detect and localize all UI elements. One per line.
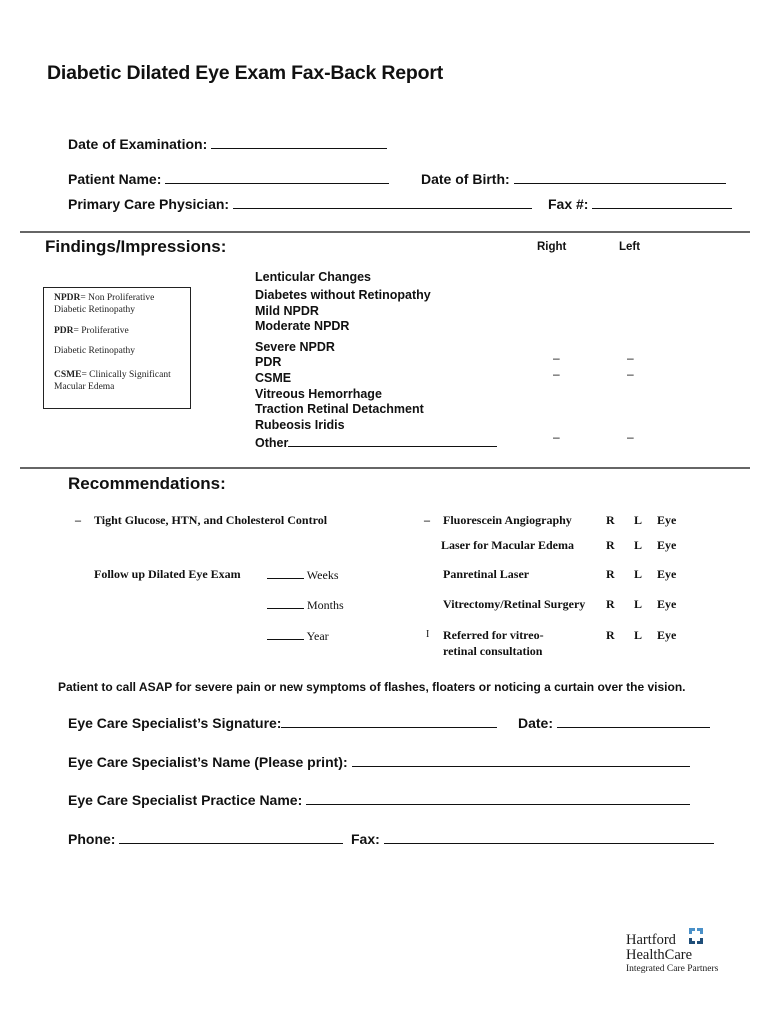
glucose-control-label: Tight Glucose, HTN, and Cholesterol Control (94, 513, 328, 527)
year-label: Year (306, 629, 329, 643)
patient-name-label: Patient Name: (68, 171, 162, 187)
page-title: Diabetic Dilated Eye Exam Fax-Back Report (47, 62, 444, 84)
referred-checkbox[interactable]: I (426, 629, 430, 640)
practice-name-input[interactable] (306, 791, 690, 805)
finding-traction-retinal-detachment: Traction Retinal Detachment (255, 402, 424, 416)
primary-care-physician-input[interactable] (233, 195, 532, 209)
bottom-fax-label: Fax: (351, 831, 380, 847)
procedure-panretinal-label: Panretinal Laser (443, 567, 530, 581)
procedure-vitrectomy-label: Vitrectomy/Retinal Surgery (443, 597, 586, 611)
patient-instruction-note: Patient to call ASAP for severe pain or new symptoms of flashes, floaters or noticing a curtain over the vision. (58, 680, 686, 694)
laser-macular-l-option[interactable]: L (634, 538, 643, 552)
finding-csme: CSME (255, 371, 292, 385)
finding-rubeosis-iridis: Rubeosis Iridis (255, 418, 345, 432)
procedure-referred-label: Referred for vitreo- (443, 628, 544, 642)
date-of-birth-label: Date of Birth: (421, 171, 510, 187)
pdr-definition-cont: Diabetic Retinopathy (54, 346, 135, 356)
vitrectomy-r-option[interactable]: R (606, 597, 615, 611)
npdr-definition-cont: Diabetic Retinopathy (54, 305, 135, 315)
specialist-name-field (68, 753, 690, 770)
weeks-label: Weeks (306, 568, 339, 582)
finding-other-input[interactable] (288, 434, 497, 447)
logo-line-2: HealthCare (626, 946, 693, 963)
signature-label: Eye Care Specialist’s Signature: (68, 715, 282, 731)
divider-top (20, 231, 750, 233)
fax-input[interactable] (592, 195, 732, 209)
left-checkbox-other[interactable]: – (627, 430, 634, 444)
referred-l-option[interactable]: L (634, 628, 643, 642)
finding-other (255, 434, 497, 452)
signature-date-field (518, 714, 710, 731)
phone-label: Phone: (68, 831, 116, 847)
finding-pdr: PDR (255, 355, 282, 369)
practice-name-field (68, 791, 690, 808)
months-label: Months (307, 598, 344, 612)
bottom-fax-field (351, 830, 714, 847)
abbreviation-definitions-box (43, 287, 191, 409)
date-of-examination-label: Date of Examination: (68, 136, 208, 152)
signature-field (68, 714, 497, 731)
followup-months (267, 597, 344, 613)
finding-other-label: Other (255, 436, 289, 450)
divider-middle (20, 467, 750, 469)
primary-care-physician-label: Primary Care Physician: (68, 196, 230, 212)
finding-lenticular-changes: Lenticular Changes (255, 270, 371, 284)
fluorescein-eye-label: Eye (657, 513, 677, 527)
npdr-definition: NPDR= Non Proliferative (54, 293, 155, 303)
finding-mild-npdr: Mild NPDR (255, 304, 319, 318)
finding-moderate-npdr: Moderate NPDR (255, 319, 350, 333)
followup-year (267, 628, 329, 644)
findings-heading: Findings/Impressions: (45, 237, 227, 256)
panretinal-l-option[interactable]: L (634, 567, 643, 581)
phone-input[interactable] (119, 830, 343, 844)
followup-label: Follow up Dilated Eye Exam (94, 567, 241, 581)
date-of-examination-field (68, 135, 387, 152)
finding-severe-npdr: Severe NPDR (255, 340, 335, 354)
fluorescein-checkbox[interactable]: – (424, 513, 430, 527)
fluorescein-l-option[interactable]: L (634, 513, 643, 527)
signature-date-label: Date: (518, 715, 554, 731)
signature-date-input[interactable] (557, 714, 710, 728)
fax-field (548, 195, 732, 212)
referred-eye-label: Eye (657, 628, 677, 642)
recommendations-heading: Recommendations: (68, 474, 226, 493)
procedure-referred-label-cont: retinal consultation (443, 644, 543, 658)
months-input[interactable] (267, 597, 304, 609)
referred-r-option[interactable]: R (606, 628, 615, 642)
fluorescein-r-option[interactable]: R (606, 513, 615, 527)
primary-care-physician-field (68, 195, 532, 212)
procedure-fluorescein-label: Fluorescein Angiography (443, 513, 572, 527)
left-checkbox-csme[interactable]: – (627, 367, 634, 381)
followup-weeks (267, 567, 338, 583)
year-input[interactable] (267, 628, 304, 640)
specialist-name-input[interactable] (352, 753, 690, 767)
date-of-examination-input[interactable] (211, 135, 387, 149)
panretinal-eye-label: Eye (657, 567, 677, 581)
phone-field (68, 830, 343, 847)
csme-definition: CSME= Clinically Significant (54, 370, 171, 380)
pdr-definition: PDR= Proliferative (54, 326, 129, 336)
vitrectomy-l-option[interactable]: L (634, 597, 643, 611)
vitrectomy-eye-label: Eye (657, 597, 677, 611)
logo-line-1: Hartford (626, 932, 676, 948)
right-checkbox-pdr[interactable]: – (553, 351, 560, 365)
panretinal-r-option[interactable]: R (606, 567, 615, 581)
weeks-input[interactable] (267, 567, 304, 579)
right-checkbox-csme[interactable]: – (553, 367, 560, 381)
date-of-birth-input[interactable] (514, 170, 726, 184)
left-checkbox-pdr[interactable]: – (627, 351, 634, 365)
finding-vitreous-hemorrhage: Vitreous Hemorrhage (255, 387, 382, 401)
date-of-birth-field (421, 170, 726, 187)
finding-diabetes-without-retinopathy: Diabetes without Retinopathy (255, 288, 431, 302)
signature-input[interactable] (281, 714, 497, 728)
right-column-header: Right (537, 241, 567, 253)
glucose-control-checkbox[interactable]: – (75, 513, 81, 527)
patient-name-field (68, 170, 389, 187)
logo-line-3: Integrated Care Partners (626, 964, 719, 974)
specialist-name-label: Eye Care Specialist’s Name (Please print): (68, 754, 348, 770)
left-column-header: Left (619, 241, 641, 253)
patient-name-input[interactable] (165, 170, 389, 184)
csme-definition-cont: Macular Edema (54, 382, 115, 392)
bottom-fax-input[interactable] (384, 830, 714, 844)
right-checkbox-other[interactable]: – (553, 430, 560, 444)
fax-label: Fax #: (548, 196, 589, 212)
practice-name-label: Eye Care Specialist Practice Name: (68, 792, 303, 808)
laser-macular-eye-label: Eye (657, 538, 677, 552)
laser-macular-r-option[interactable]: R (606, 538, 615, 552)
logo-mark-icon (686, 926, 706, 946)
procedure-laser-macular-label: Laser for Macular Edema (441, 538, 574, 552)
